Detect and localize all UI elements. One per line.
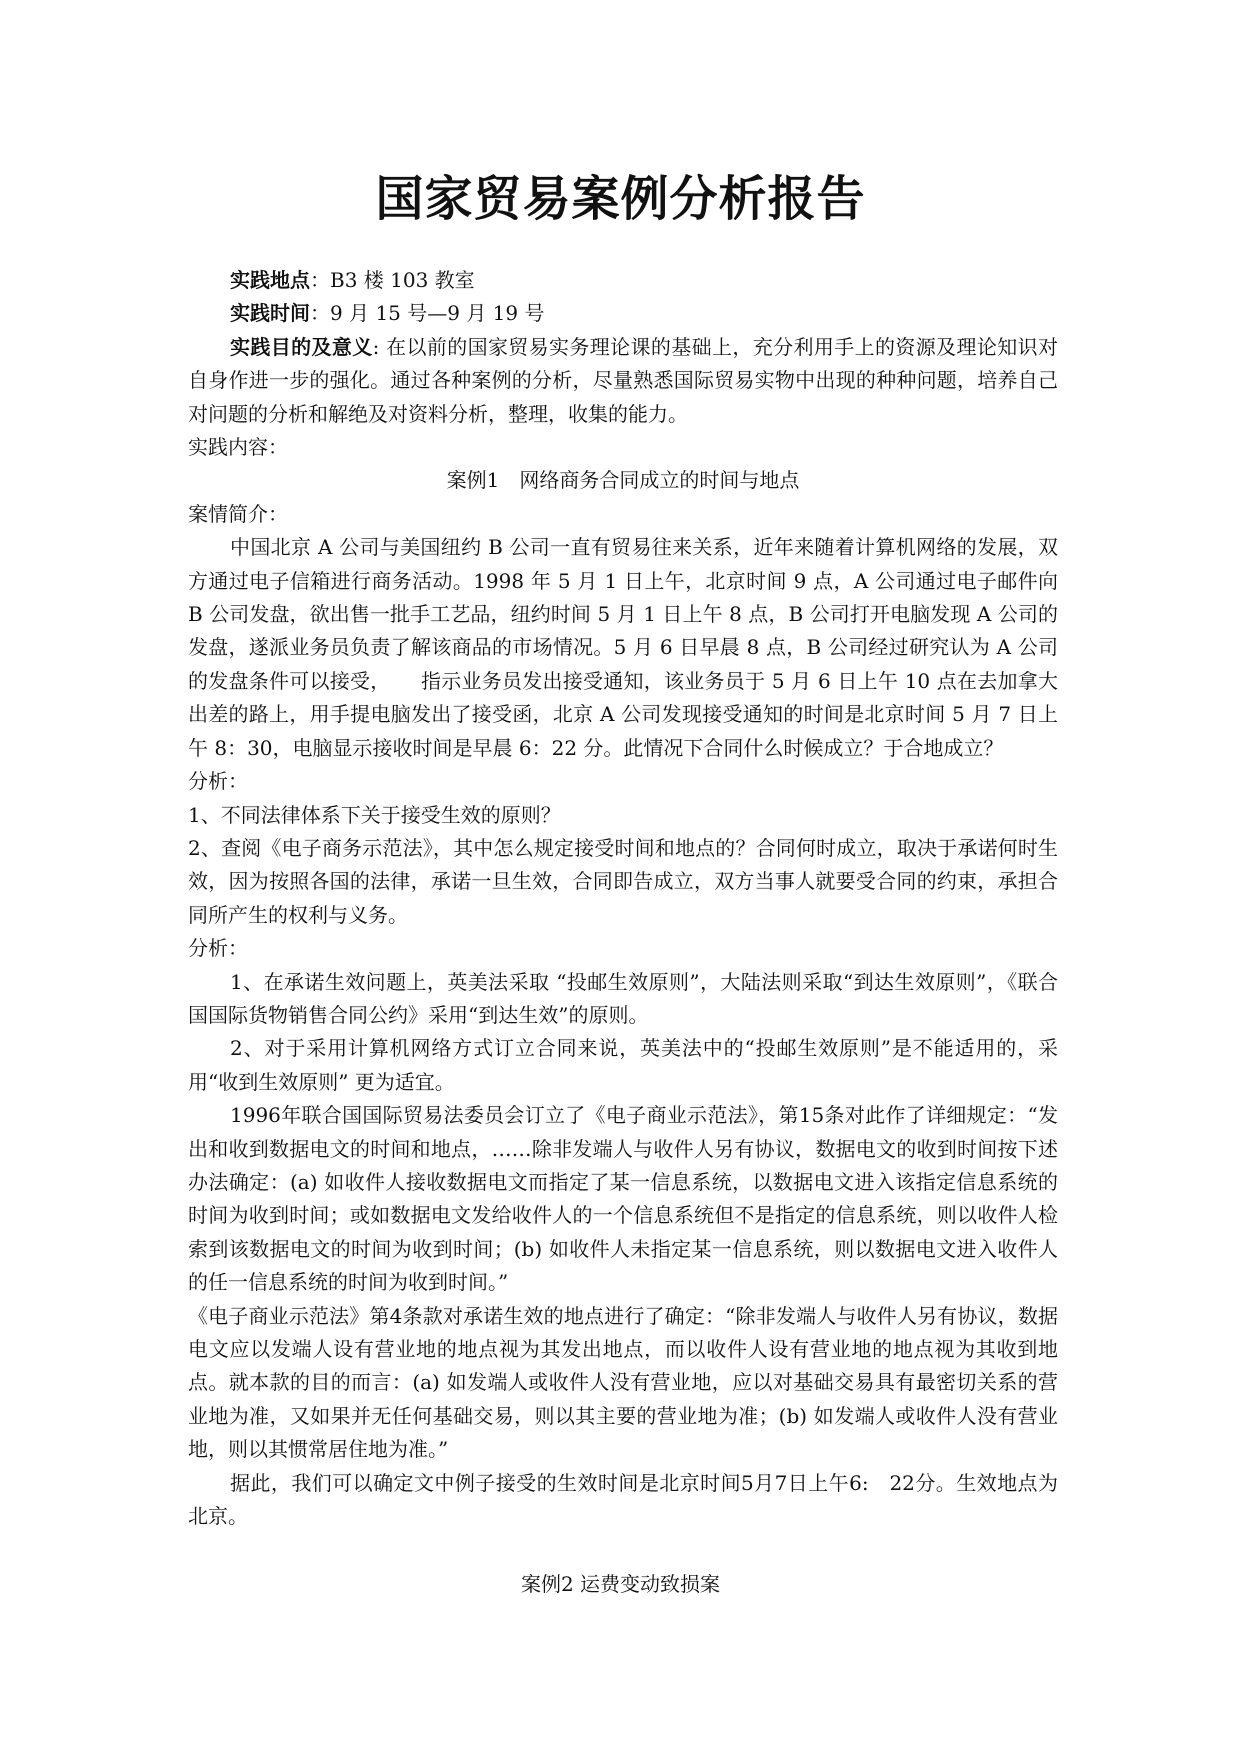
location-value: ：B3 楼 103 教室	[310, 268, 475, 292]
case1-answer-1: 1、在承诺生效问题上，英美法采取 “投邮生效原则”，大陆法则采取“到达生效原则”，《联合国国际货物销售合同公约》采用“到达生效”的原则。	[188, 969, 1058, 1027]
purpose-label: 实践目的及意义	[230, 334, 373, 359]
purpose-value: : 在以前的国家贸易实务理论课的基础上，充分利用手上的资源及理论知识对自身作进一步的强化。通过各种案例的分析，尽量熟悉国际贸易实物中出现的种种问题，培养自己对问题的分析和解绝及对资料分析，整理，收集的能力。	[188, 334, 1058, 426]
case1-summary-label: 案情简介：	[188, 501, 288, 526]
document-title: 国家贸易案例分析报告	[375, 171, 866, 227]
case1-analysis-label-1: 分析：	[188, 769, 248, 794]
case1-summary: 中国北京 A 公司与美国纽约 B 公司一直有贸易往来关系，近年来随着计算机网络的发展，双方通过电子信箱进行商务活动。1998 年 5 月 1 日上午，北京时间 9 点，A 公司通过电子邮件向 B 公司发盘，欲出售一批手工艺品，纽约时间 5 月 1 日上午 8 点，B 公司打开电脑发现 A 公司的发盘，遂派业务员负责了解该商品的市场情况。5 月 6 日早晨 8 点，B 公司经过研究认为 A 公司的发盘条件可以接受， 指示业务员发出接受通知，该业务员于 5 月 6 日上午 10 点在去加拿大出差的路上，用手提电脑发出了接受函，北京 A 公司发现接受通知的时间是北京时间 5 月 7 日上午 8：30，电脑显示接收时间是早晨 6：22 分。此情况下合同什么时候成立？于合地成立？	[188, 535, 1058, 760]
case1-analysis-label-2: 分析：	[188, 936, 248, 961]
content-label: 实践内容：	[188, 435, 288, 460]
case1-question-1: 1、不同法律体系下关于接受生效的原则？	[188, 802, 561, 827]
case2-heading: 案例2 运费变动致损案	[520, 1572, 721, 1596]
case1-law-2: 《电子商业示范法》第4条款对承诺生效的地点进行了确定：“除非发端人与收件人另有协议，数据电文应以发端人设有营业地的地点视为其发出地点，而以收件人设有营业地的地点视为其收到地点。就本款的目的而言：(a) 如发端人或收件人没有营业地，应以对基础交易具有最密切关系的营业地为准，又如果并无任何基础交易，则以其主要的营业地为准；(b) 如发端人或收件人没有营业地，则以其惯常居住地为准。”	[188, 1303, 1058, 1462]
purpose-paragraph	[188, 331, 1058, 431]
case1-answer-2: 2、对于采用计算机网络方式订立合同来说，英美法中的“投邮生效原则”是不能适用的，采用“收到生效原则” 更为适宜。	[188, 1036, 1058, 1094]
case1-question-2: 2、查阅《电子商务示范法》，其中怎么规定接受时间和地点的？合同何时成立，取决于承诺何时生效，因为按照各国的法律，承诺一旦生效，合同即告成立，双方当事人就要受合同的约束，承担合同所产生的权利与义务。	[188, 835, 1058, 927]
time-label: 实践时间	[230, 301, 310, 326]
time-line	[188, 297, 1058, 330]
location-line	[188, 264, 1058, 297]
case1-heading: 案例1 网络商务合同成立的时间与地点	[446, 468, 800, 493]
case1-conclusion: 据此，我们可以确定文中例子接受的生效时间是北京时间5月7日上午6: 22分。生效地点为北京。	[188, 1470, 1058, 1529]
case1-law-1: 1996年联合国国际贸易法委员会订立了《电子商业示范法》，第15条对此作了详细规定：“发出和收到数据电文的时间和地点，……除非发端人与收件人另有协议，数据电文的收到时间按下述办法确定：(a) 如收件人接收数据电文而指定了某一信息系统，以数据电文进入该指定信息系统的时间为收到时间；或如数据电文发给收件人的一个信息系统但不是指定的信息系统，则以收件人检索到该数据电文的时间为收到时间；(b) 如收件人未指定某一信息系统，则以数据电文进入收件人的任一信息系统的时间为收到时间。”	[188, 1103, 1058, 1295]
time-value: ：9 月 15 号—9 月 19 号	[310, 301, 545, 326]
location-label: 实践地点	[230, 268, 310, 292]
document-body	[188, 264, 1058, 1533]
